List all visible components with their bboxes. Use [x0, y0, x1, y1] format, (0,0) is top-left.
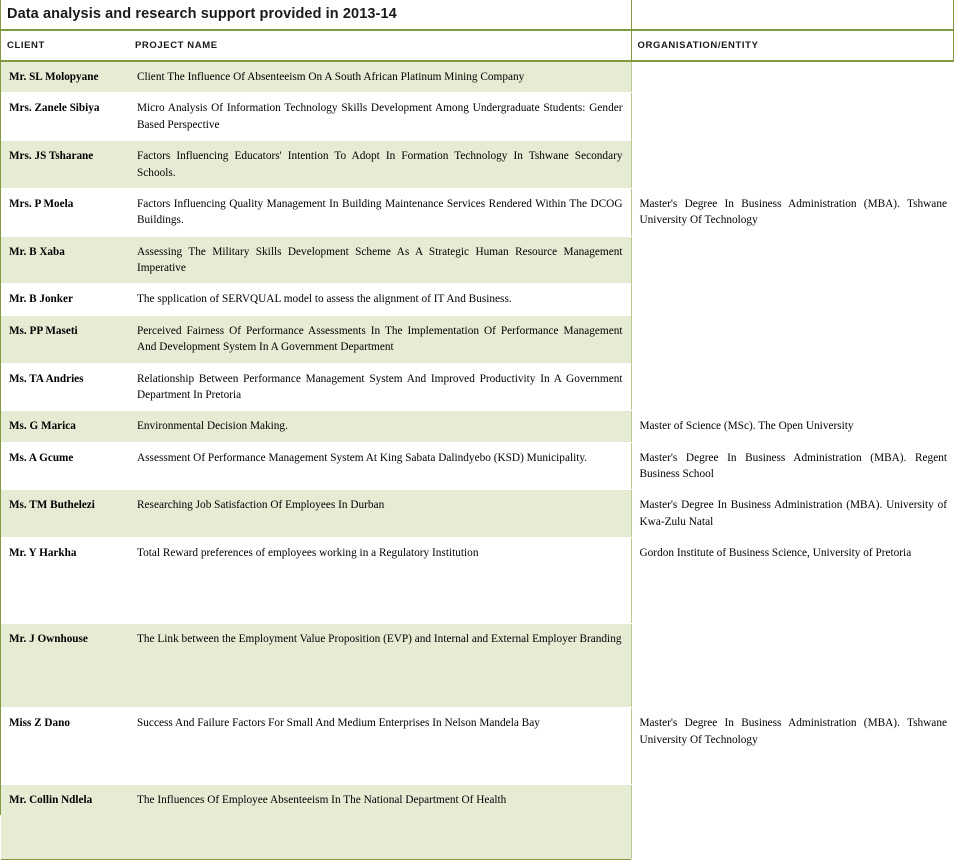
cell-project: Micro Analysis Of Information Technology Skills Development Among Undergraduate Students: Gender Based Perspective — [129, 93, 631, 141]
cell-client: Mr. Collin Ndlela — [1, 785, 129, 860]
cell-client: Mr. J Ownhouse — [1, 624, 129, 708]
cell-client: Ms. G Marica — [1, 411, 129, 442]
cell-project: Factors Influencing Educators' Intention To Adopt In Formation Technology In Tshwane Secondary Schools. — [129, 141, 631, 189]
cell-project: The Influences Of Employee Absenteeism In The National Department Of Health — [129, 785, 631, 860]
table-row — [1, 61, 954, 93]
cell-project: Assessing The Military Skills Development Scheme As A Strategic Human Resource Management Imperative — [129, 236, 631, 284]
cell-project: Factors Influencing Quality Management In Building Maintenance Services Rendered Within The DCOG Buildings. — [129, 188, 631, 236]
cell-organisation: Master's Degree In Business Administration (MBA). Tshwane University Of Technology — [631, 708, 954, 860]
table-row — [1, 411, 954, 442]
cell-client: Ms. PP Maseti — [1, 315, 129, 363]
cell-project: Environmental Decision Making. — [129, 411, 631, 442]
cell-client: Ms. TA Andries — [1, 363, 129, 411]
table-row — [1, 708, 954, 785]
table-row — [1, 188, 954, 236]
table-row — [1, 538, 954, 624]
cell-client: Mrs. Zanele Sibiya — [1, 93, 129, 141]
cell-organisation: Master's Degree In Business Administration (MBA). Tshwane University Of Technology — [631, 188, 954, 410]
cell-project: Client The Influence Of Absenteeism On A South African Platinum Mining Company — [129, 61, 631, 93]
cell-project: Perceived Fairness Of Performance Assessments In The Implementation Of Performance Management And Development System In A Government Department — [129, 315, 631, 363]
cell-project: Relationship Between Performance Management System And Improved Productivity In A Government Department In Pretoria — [129, 363, 631, 411]
table-row — [1, 490, 954, 538]
table-title-row — [1, 0, 954, 30]
cell-client: Miss Z Dano — [1, 708, 129, 785]
cell-project: Assessment Of Performance Management System At King Sabata Dalindyebo (KSD) Municipality. — [129, 442, 631, 490]
cell-project: The Link between the Employment Value Proposition (EVP) and Internal and External Employer Branding — [129, 624, 631, 708]
cell-project: Success And Failure Factors For Small And Medium Enterprises In Nelson Mandela Bay — [129, 708, 631, 785]
title-blank-cell — [631, 0, 954, 30]
cell-client: Mrs. P Moela — [1, 188, 129, 236]
cell-organisation: Master of Science (MSc). The Open University — [631, 411, 954, 442]
column-header-organisation: ORGANISATION/ENTITY — [631, 30, 954, 61]
cell-client: Mr. SL Molopyane — [1, 61, 129, 93]
research-support-table — [1, 0, 954, 860]
cell-client: Mr. Y Harkha — [1, 538, 129, 624]
cell-client: Mr. B Jonker — [1, 284, 129, 315]
cell-organisation: Gordon Institute of Business Science, University of Pretoria — [631, 538, 954, 708]
cell-project: Researching Job Satisfaction Of Employees In Durban — [129, 490, 631, 538]
cell-organisation: Master's Degree In Business Administration (MBA). Regent Business School — [631, 442, 954, 490]
table-row — [1, 442, 954, 490]
cell-client: Mr. B Xaba — [1, 236, 129, 284]
cell-project: Total Reward preferences of employees working in a Regulatory Institution — [129, 538, 631, 624]
page-title: Data analysis and research support provided in 2013-14 — [1, 0, 631, 30]
cell-client: Ms. A Gcume — [1, 442, 129, 490]
column-header-client: CLIENT — [1, 30, 129, 61]
cell-client: Mrs. JS Tsharane — [1, 141, 129, 189]
column-header-project: PROJECT NAME — [129, 30, 631, 61]
cell-organisation — [631, 61, 954, 188]
table-header-row — [1, 30, 954, 61]
cell-client: Ms. TM Buthelezi — [1, 490, 129, 538]
cell-organisation: Master's Degree In Business Administration (MBA). University of Kwa-Zulu Natal — [631, 490, 954, 538]
cell-project: The spplication of SERVQUAL model to assess the alignment of IT And Business. — [129, 284, 631, 315]
